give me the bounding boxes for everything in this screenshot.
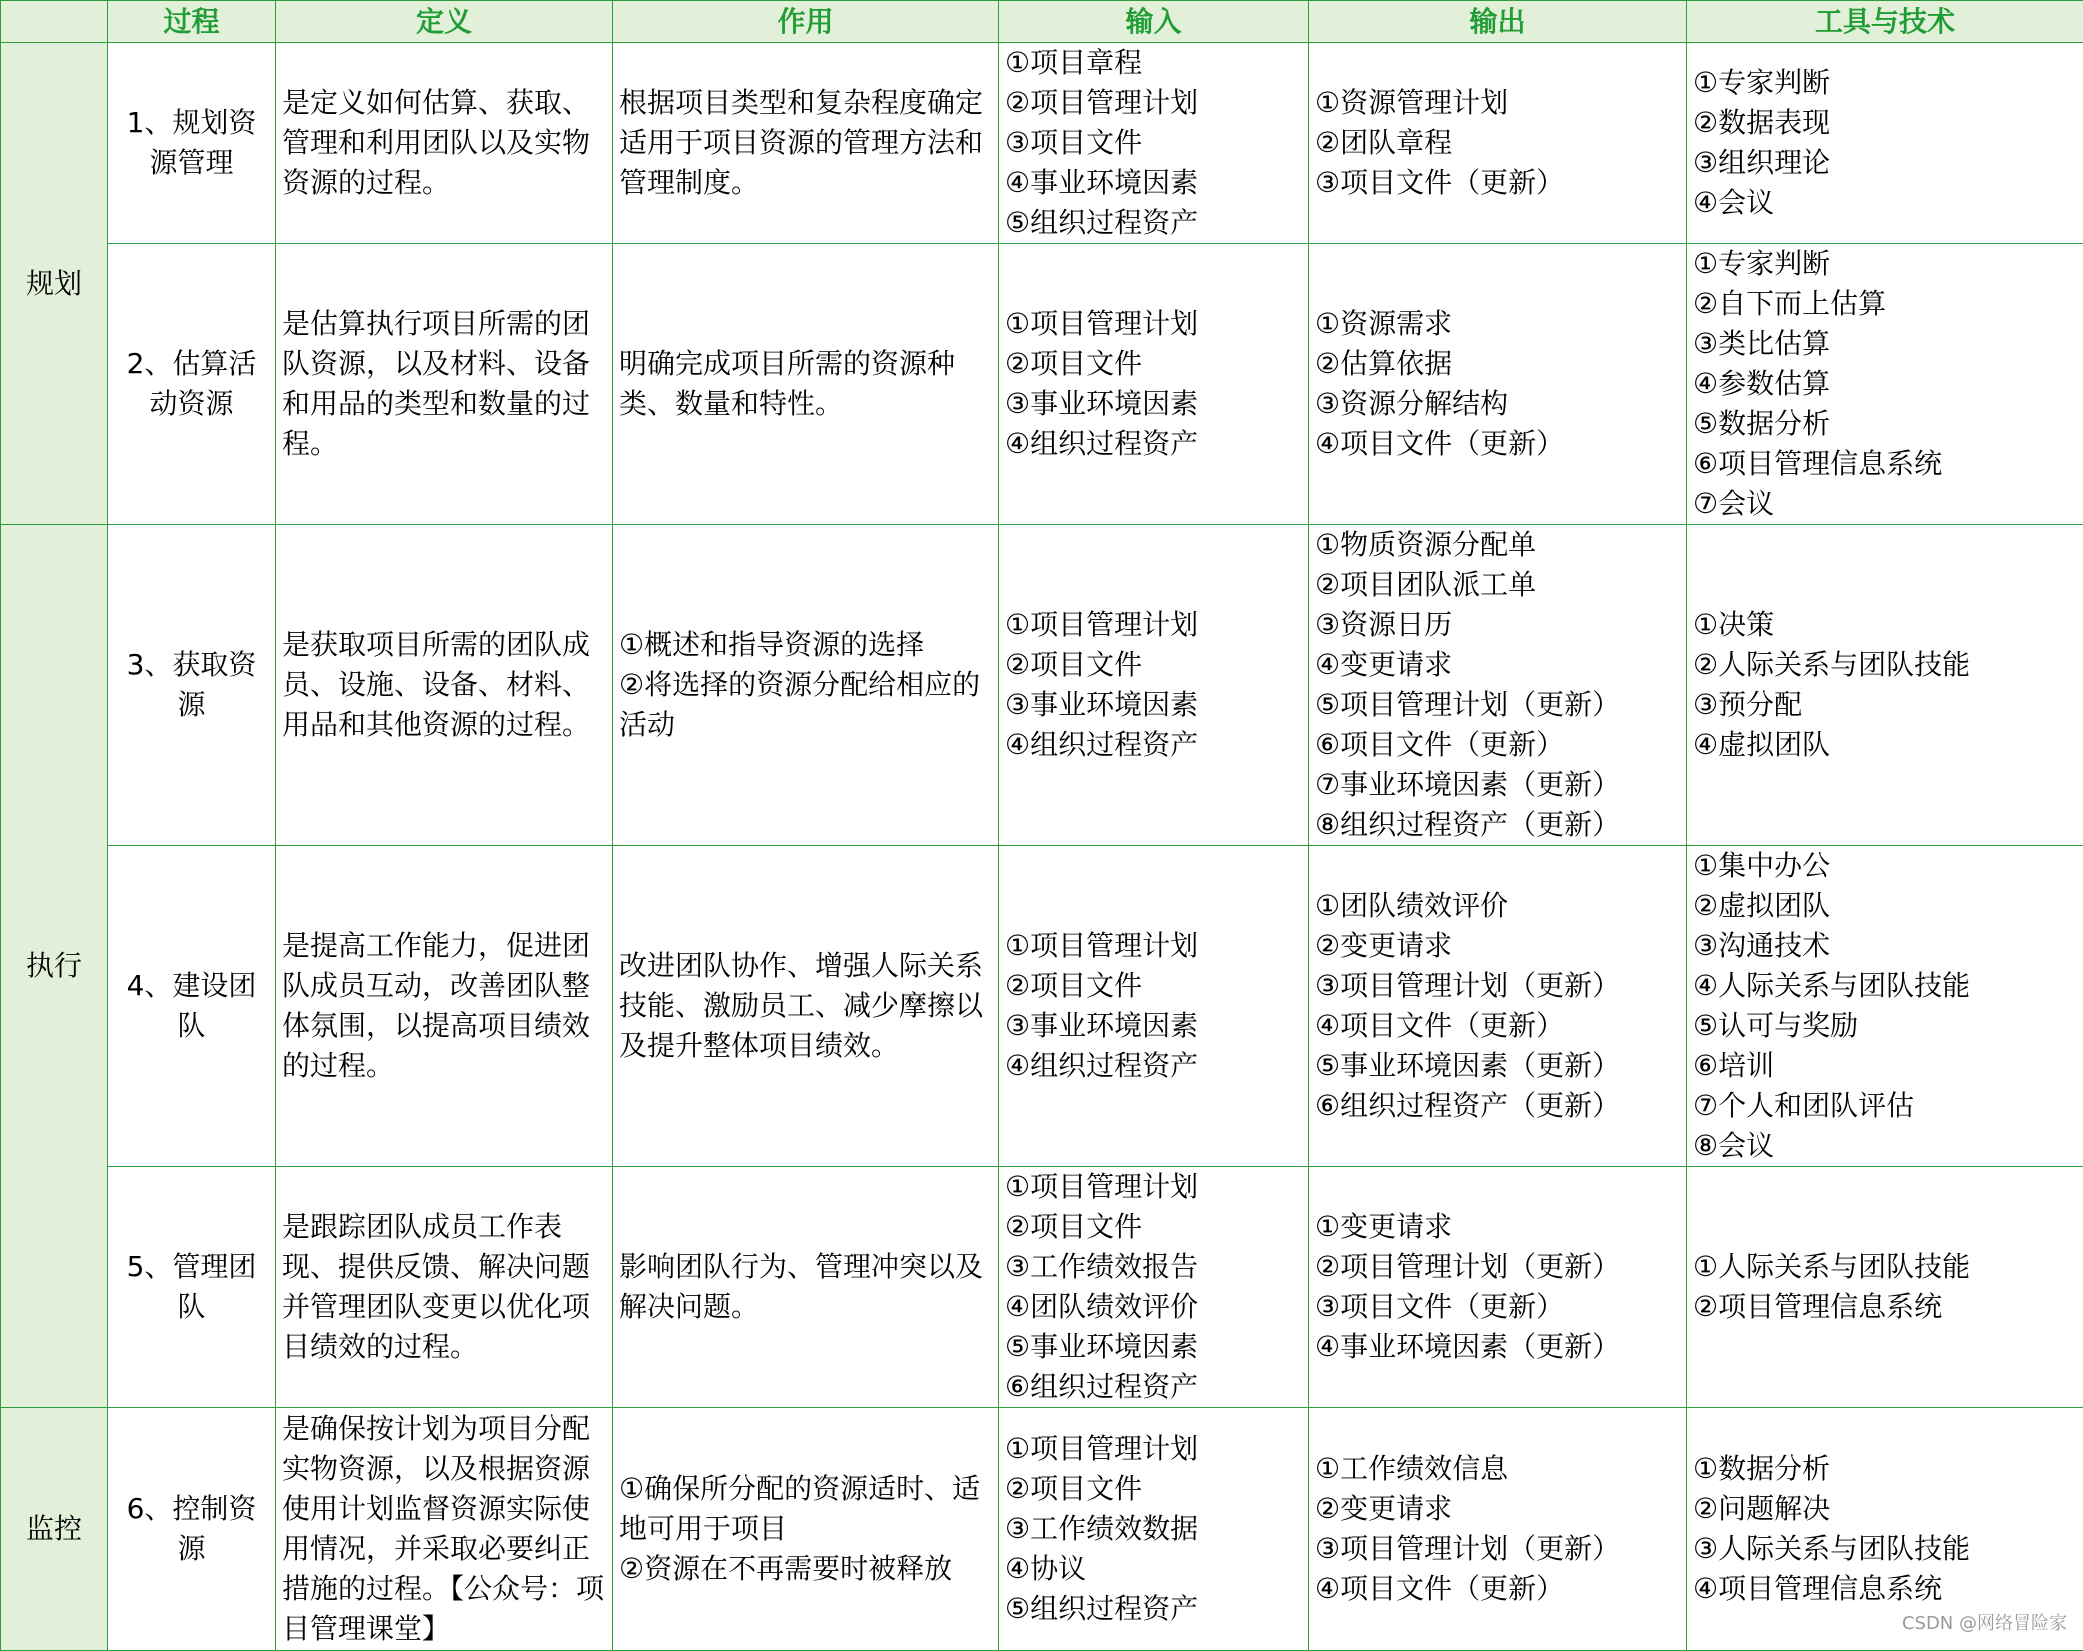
watermark: CSDN @网络冒险家 [1902,1609,2067,1635]
purpose-cell: 根据项目类型和复杂程度确定适用于项目资源的管理方法和管理制度。 [613,43,999,244]
table-row [1,1167,2083,1408]
list-item: ③项目管理计划（更新） [1315,1529,1680,1569]
phase-execute: 执行 [1,525,108,1408]
list-item: ③项目文件 [1005,123,1302,163]
list-item: ①确保所分配的资源适时、适地可用于项目 [619,1469,992,1549]
outputs-cell [1309,244,1687,525]
list-item: ⑥项目文件（更新） [1315,725,1680,765]
list-item: ⑦会议 [1693,484,2077,524]
inputs-cell [999,244,1309,525]
list-item: ②虚拟团队 [1693,886,2077,926]
list-item: ⑥项目管理信息系统 [1693,444,2077,484]
list-item: ⑤认可与奖励 [1693,1006,2077,1046]
list-item: ②变更请求 [1315,926,1680,966]
list-item: ②问题解决 [1693,1489,2077,1529]
list-item: ④人际关系与团队技能 [1693,966,2077,1006]
list-item: ②自下而上估算 [1693,284,2077,324]
tools-cell [1687,525,2083,846]
list-item: ③项目文件（更新） [1315,1287,1680,1327]
outputs-cell [1309,846,1687,1167]
list-item: ②人际关系与团队技能 [1693,645,2077,685]
list-item: ⑤事业环境因素 [1005,1327,1302,1367]
list-item: ②估算依据 [1315,344,1680,384]
tools-cell [1687,1167,2083,1408]
definition-cell: 是定义如何估算、获取、管理和利用团队以及实物资源的过程。 [276,43,613,244]
list-item: ①变更请求 [1315,1207,1680,1247]
list-item: ⑧会议 [1693,1126,2077,1166]
list-item: ③项目文件（更新） [1315,163,1680,203]
inputs-cell [999,525,1309,846]
list-item: ④组织过程资产 [1005,424,1302,464]
list-item: ③组织理论 [1693,143,2077,183]
list-item: ④组织过程资产 [1005,1046,1302,1086]
list-item: ⑦个人和团队评估 [1693,1086,2077,1126]
list-item: ④协议 [1005,1549,1302,1589]
list-item: ⑤数据分析 [1693,404,2077,444]
header-phase [1,1,108,43]
outputs-cell [1309,1167,1687,1408]
table-row [1,525,2083,846]
inputs-cell [999,846,1309,1167]
purpose-cell: 影响团队行为、管理冲突以及解决问题。 [613,1167,999,1408]
list-item: ②项目文件 [1005,1207,1302,1247]
purpose-cell [613,1408,999,1651]
list-item: ②项目文件 [1005,1469,1302,1509]
list-item: ④组织过程资产 [1005,725,1302,765]
list-item: ②项目团队派工单 [1315,565,1680,605]
list-item: ④团队绩效评价 [1005,1287,1302,1327]
list-item: ③沟通技术 [1693,926,2077,966]
table-row [1,846,2083,1167]
list-item: ①项目管理计划 [1005,1429,1302,1469]
list-item: ①团队绩效评价 [1315,886,1680,926]
header-inputs: 输入 [999,1,1309,43]
list-item: ⑤组织过程资产 [1005,1589,1302,1629]
list-item: ③事业环境因素 [1005,685,1302,725]
process-cell: 2、估算活动资源 [108,244,276,525]
header-definition: 定义 [276,1,613,43]
inputs-cell [999,1167,1309,1408]
definition-cell: 是跟踪团队成员工作表现、提供反馈、解决问题并管理团队变更以优化项目绩效的过程。 [276,1167,613,1408]
table-row [1,1408,2083,1651]
outputs-cell [1309,525,1687,846]
list-item: ①集中办公 [1693,846,2077,886]
list-item: ②项目文件 [1005,966,1302,1006]
list-item: ③工作绩效报告 [1005,1247,1302,1287]
header-purpose: 作用 [613,1,999,43]
definition-cell: 是获取项目所需的团队成员、设施、设备、材料、用品和其他资源的过程。 [276,525,613,846]
tools-cell [1687,244,2083,525]
list-item: ⑧组织过程资产（更新） [1315,805,1680,845]
list-item: ③项目管理计划（更新） [1315,966,1680,1006]
list-item: ①项目章程 [1005,43,1302,83]
list-item: ②数据表现 [1693,103,2077,143]
list-item: ①概述和指导资源的选择 [619,625,992,665]
header-outputs: 输出 [1309,1,1687,43]
outputs-cell [1309,43,1687,244]
header-process: 过程 [108,1,276,43]
list-item: ⑥培训 [1693,1046,2077,1086]
list-item: ③工作绩效数据 [1005,1509,1302,1549]
list-item: ②项目文件 [1005,645,1302,685]
purpose-cell [613,525,999,846]
table-row [1,43,2083,244]
definition-cell: 是估算执行项目所需的团队资源，以及材料、设备和用品的类型和数量的过程。 [276,244,613,525]
list-item: ①项目管理计划 [1005,605,1302,645]
list-item: ②项目管理信息系统 [1693,1287,2077,1327]
list-item: ①专家判断 [1693,63,2077,103]
list-item: ⑦事业环境因素（更新） [1315,765,1680,805]
list-item: ①物质资源分配单 [1315,525,1680,565]
list-item: ④项目文件（更新） [1315,1569,1680,1609]
process-cell: 6、控制资源 [108,1408,276,1651]
list-item: ①项目管理计划 [1005,1167,1302,1207]
list-item: ④虚拟团队 [1693,725,2077,765]
list-item: ②变更请求 [1315,1489,1680,1529]
process-cell: 3、获取资源 [108,525,276,846]
list-item: ③资源日历 [1315,605,1680,645]
phase-monitor: 监控 [1,1408,108,1651]
list-item: ①资源管理计划 [1315,83,1680,123]
list-item: ③类比估算 [1693,324,2077,364]
inputs-cell [999,1408,1309,1651]
inputs-cell [999,43,1309,244]
list-item: ①数据分析 [1693,1449,2077,1489]
list-item: ⑥组织过程资产（更新） [1315,1086,1680,1126]
definition-cell: 是提高工作能力，促进团队成员互动，改善团队整体氛围，以提高项目绩效的过程。 [276,846,613,1167]
list-item: ①资源需求 [1315,304,1680,344]
list-item: ③资源分解结构 [1315,384,1680,424]
list-item: ⑥组织过程资产 [1005,1367,1302,1407]
list-item: ①项目管理计划 [1005,926,1302,966]
list-item: ④项目文件（更新） [1315,1006,1680,1046]
purpose-cell: 明确完成项目所需的资源种类、数量和特性。 [613,244,999,525]
list-item: ④项目文件（更新） [1315,424,1680,464]
list-item: ③事业环境因素 [1005,1006,1302,1046]
list-item: ②项目文件 [1005,344,1302,384]
tools-cell [1687,846,2083,1167]
list-item: ②项目管理计划（更新） [1315,1247,1680,1287]
list-item: ①项目管理计划 [1005,304,1302,344]
list-item: ①人际关系与团队技能 [1693,1247,2077,1287]
list-item: ⑤事业环境因素（更新） [1315,1046,1680,1086]
list-item: ①决策 [1693,605,2077,645]
list-item: ①工作绩效信息 [1315,1449,1680,1489]
purpose-cell: 改进团队协作、增强人际关系技能、激励员工、减少摩擦以及提升整体项目绩效。 [613,846,999,1167]
process-cell: 1、规划资源管理 [108,43,276,244]
list-item: ③人际关系与团队技能 [1693,1529,2077,1569]
list-item: ②项目管理计划 [1005,83,1302,123]
list-item: ④事业环境因素 [1005,163,1302,203]
phase-plan: 规划 [1,43,108,525]
list-item: ③事业环境因素 [1005,384,1302,424]
header-row [1,1,2083,43]
list-item: ①专家判断 [1693,244,2077,284]
list-item: ②资源在不再需要时被释放 [619,1549,992,1589]
tools-cell [1687,43,2083,244]
list-item: ④事业环境因素（更新） [1315,1327,1680,1367]
header-tools: 工具与技术 [1687,1,2083,43]
process-cell: 4、建设团队 [108,846,276,1167]
outputs-cell [1309,1408,1687,1651]
list-item: ④项目管理信息系统 [1693,1569,2077,1609]
definition-cell: 是确保按计划为项目分配实物资源，以及根据资源使用计划监督资源实际使用情况，并采取必要纠正措施的过程。【公众号：项目管理课堂】 [276,1408,613,1651]
process-cell: 5、管理团队 [108,1167,276,1408]
list-item: ④变更请求 [1315,645,1680,685]
list-item: ②将选择的资源分配给相应的活动 [619,665,992,745]
table-row [1,244,2083,525]
list-item: ⑤组织过程资产 [1005,203,1302,243]
list-item: ③预分配 [1693,685,2077,725]
list-item: ②团队章程 [1315,123,1680,163]
list-item: ⑤项目管理计划（更新） [1315,685,1680,725]
list-item: ④会议 [1693,183,2077,223]
list-item: ④参数估算 [1693,364,2077,404]
